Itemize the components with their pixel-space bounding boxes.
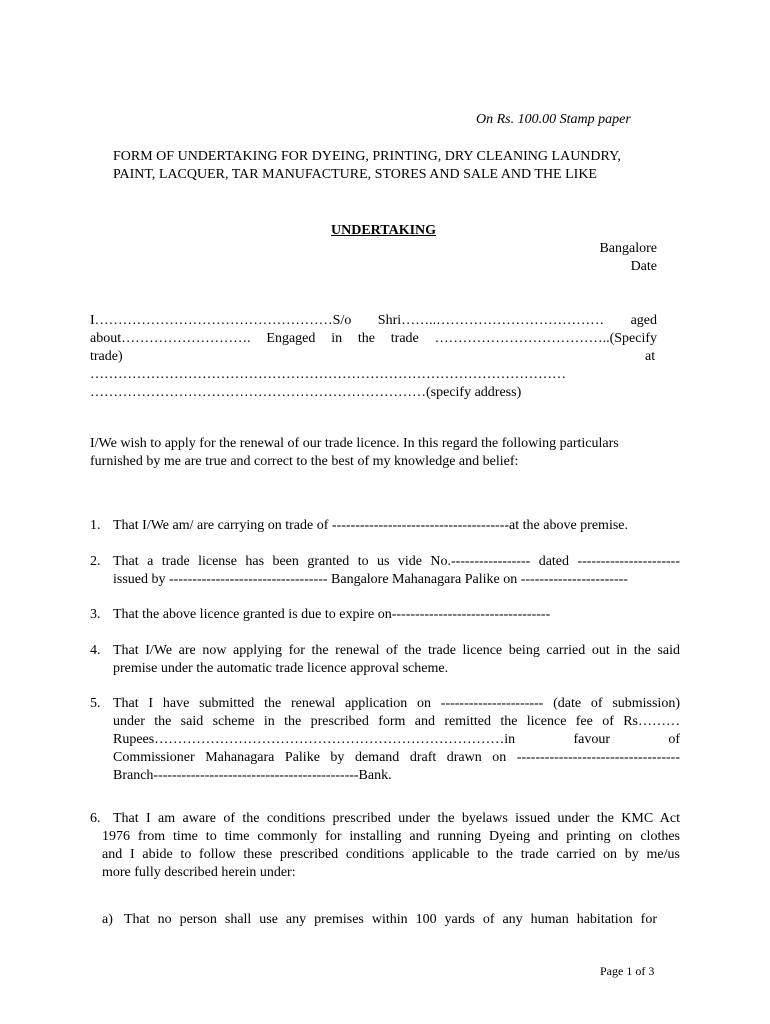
item-5-line-5: Branch--------------------------------------------Bank.: [113, 768, 392, 783]
item-6-line-4: more fully described herein under:: [102, 865, 296, 880]
declarant-address-dots: …………………………………………………………………………………………: [90, 367, 566, 382]
item-5-line-3: Rupees…………………………………………………………………in favour of: [113, 732, 680, 747]
item-5-line-4: Commissioner Mahanagara Palike by demand draft drawn on -----------------------------------: [113, 750, 680, 765]
item-5-number: 5.: [90, 696, 101, 711]
item-6-line-1: That I am aware of the conditions prescribed under the byelaws issued under the KMC Act: [113, 811, 680, 826]
item-2-number: 2.: [90, 554, 101, 569]
item-4-number: 4.: [90, 643, 101, 658]
form-title-line-1: FORM OF UNDERTAKING FOR DYEING, PRINTING, DRY CLEANING LAUNDRY,: [113, 149, 621, 164]
undertaking-heading: UNDERTAKING: [331, 223, 437, 238]
form-title-line-2: PAINT, LACQUER, TAR MANUFACTURE, STORES AND SALE AND THE LIKE: [113, 167, 597, 182]
intro-line-2: furnished by me are true and correct to the best of my knowledge and belief:: [90, 454, 519, 469]
date-label: Date: [630, 259, 657, 274]
declarant-trade-label: trade): [90, 349, 123, 364]
item-6-number: 6.: [90, 811, 101, 826]
place-label: Bangalore: [599, 241, 657, 256]
sub-item-a-label: a): [102, 912, 113, 927]
item-3-text: That the above licence granted is due to expire on----------------------------------: [113, 607, 551, 622]
item-4-line-2: premise under the automatic trade licence approval scheme.: [113, 661, 449, 676]
page-number: Page 1 of 3: [600, 964, 655, 978]
item-5-line-2: under the said scheme in the prescribed form and remitted the licence fee of Rs………: [113, 714, 680, 729]
declarant-line-2: about………………………. Engaged in the trade ………………………………..(Specify: [90, 331, 657, 346]
item-6-line-3: and I abide to follow these prescribed conditions applicable to the trade carried on by me/us: [102, 847, 680, 862]
declarant-address-line: ………………………………………………………………(specify address): [90, 385, 522, 400]
item-1-text: That I/We am/ are carrying on trade of --------------------------------------at the above premise.: [113, 518, 628, 533]
item-1-number: 1.: [90, 518, 101, 533]
item-3-number: 3.: [90, 607, 101, 622]
intro-line-1: I/We wish to apply for the renewal of our trade licence. In this regard the following particulars: [90, 436, 619, 451]
declarant-line-1: I……………………………………………S/o Shri……..……………………………… aged: [90, 313, 657, 328]
item-6-line-2: 1976 from time to time commonly for installing and running Dyeing and printing on clothes: [102, 829, 680, 844]
stamp-note: On Rs. 100.00 Stamp paper: [476, 112, 631, 127]
item-2-line-2: issued by ---------------------------------- Bangalore Mahanagara Palike on -----------------------: [113, 572, 628, 587]
item-4-line-1: That I/We are now applying for the renewal of the trade licence being carried out in the said: [113, 643, 680, 658]
sub-item-a-text: That no person shall use any premises within 100 yards of any human habitation for: [124, 912, 657, 927]
item-2-line-1: That a trade license has been granted to us vide No.----------------- dated ----------------------: [113, 554, 680, 569]
declarant-at-label: at: [645, 349, 656, 364]
item-5-line-1: That I have submitted the renewal application on ---------------------- (date of submission): [113, 696, 680, 711]
